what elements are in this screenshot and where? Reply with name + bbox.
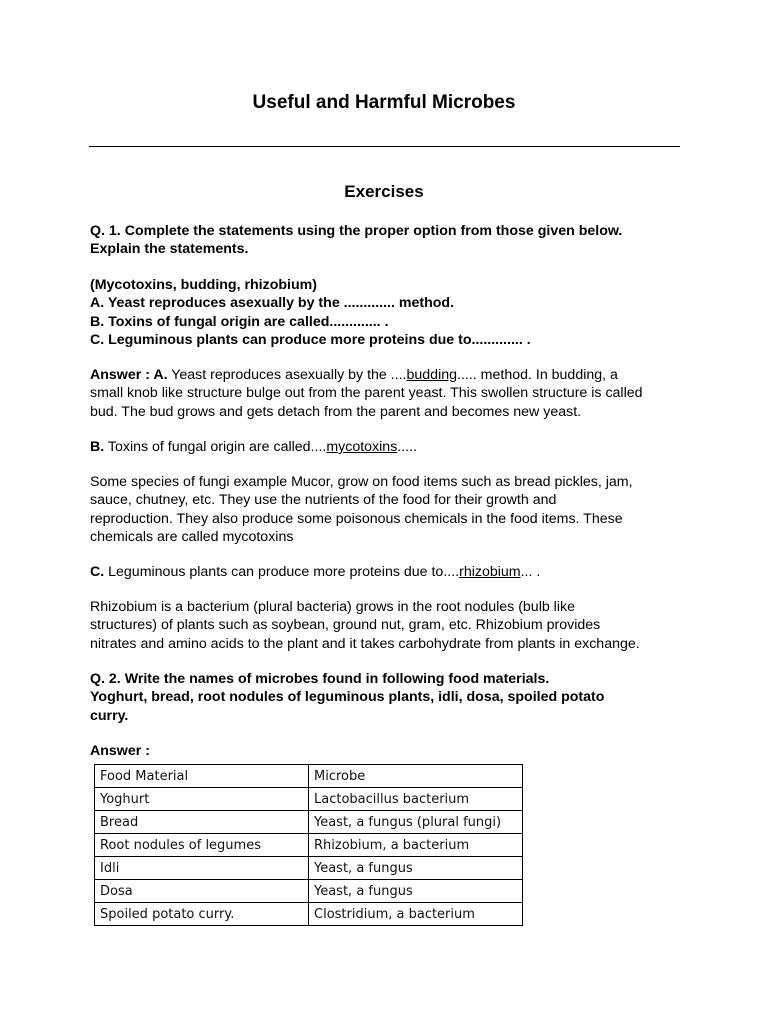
- microbe-table: [94, 764, 523, 926]
- paragraph-line: sauce, chutney, etc. They use the nutrients of the food for their growth and: [90, 492, 557, 509]
- page-title: Useful and Harmful Microbes: [252, 92, 516, 113]
- q1-answer-c: [90, 563, 690, 581]
- table-row: [95, 857, 523, 880]
- table-cell: Food Material: [95, 765, 309, 788]
- answer-b-keyword: mycotoxins: [326, 439, 398, 455]
- paragraph-line: reproduction. They also produce some poisonous chemicals in the food items. These: [90, 510, 623, 527]
- table-header-row: [95, 765, 523, 788]
- mycotoxin-paragraph: [90, 473, 690, 546]
- answer-c-label: C.: [90, 564, 105, 580]
- q1-statement-b: B. Toxins of fungal origin are called............. .: [90, 313, 389, 330]
- table-cell: Yeast, a fungus: [309, 880, 523, 903]
- table-row: [95, 903, 523, 926]
- table-cell: Lactobacillus bacterium: [309, 788, 523, 811]
- answer-a-line: [90, 366, 690, 384]
- answer-c-keyword: rhizobium: [459, 564, 521, 580]
- table-cell: Bread: [95, 811, 309, 834]
- table-cell: Dosa: [95, 880, 309, 903]
- table-cell: Yeast, a fungus (plural fungi): [309, 811, 523, 834]
- answer-b-text: .....: [397, 439, 418, 455]
- q2-answer-label: Answer :: [90, 743, 150, 759]
- q1-statements: [90, 276, 690, 349]
- answer-a-line: bud. The bud grows and gets detach from the parent and becomes new yeast.: [90, 403, 582, 420]
- table-cell: Idli: [95, 857, 309, 880]
- paragraph-line: chemicals are called mycotoxins: [90, 528, 294, 545]
- answer-a-keyword: budding: [406, 367, 458, 383]
- table-cell: Yeast, a fungus: [309, 857, 523, 880]
- q1-prompt-line: Explain the statements.: [90, 241, 249, 258]
- answer-b-text: Toxins of fungal origin are called....: [104, 439, 327, 455]
- rhizobium-paragraph: [90, 598, 690, 653]
- table-cell: Microbe: [309, 765, 523, 788]
- answer-a-line: small knob like structure bulge out from the parent yeast. This swollen structure is called: [90, 385, 643, 402]
- q1-statement-c: C. Leguminous plants can produce more proteins due to............. .: [90, 331, 531, 348]
- q1-answer-b: [90, 438, 690, 456]
- answer-a-text: Yeast reproduces asexually by the ....: [167, 367, 407, 383]
- table-row: [95, 811, 523, 834]
- table-cell: Rhizobium, a bacterium: [309, 834, 523, 857]
- section-heading: Exercises: [344, 182, 424, 201]
- answer-a-label: Answer : A.: [90, 367, 168, 383]
- paragraph-line: Rhizobium is a bacterium (plural bacteria) grows in the root nodules (bulb like: [90, 599, 575, 615]
- table-cell: Spoiled potato curry.: [95, 903, 309, 926]
- answer-c-text: Leguminous plants can produce more proteins due to....: [104, 564, 460, 580]
- table-row: [95, 788, 523, 811]
- table-row: [95, 834, 523, 857]
- q2-prompt-line: curry.: [90, 707, 129, 724]
- table-cell: Yoghurt: [95, 788, 309, 811]
- table-cell: Clostridium, a bacterium: [309, 903, 523, 926]
- answer-c-text: ... .: [520, 564, 541, 580]
- paragraph-line: nitrates and amino acids to the plant and it takes carbohydrate from plants in exchange.: [90, 635, 640, 652]
- paragraph-line: Some species of fungi example Mucor, grow on food items such as bread pickles, jam,: [90, 474, 633, 490]
- paragraph-line: structures) of plants such as soybean, ground nut, gram, etc. Rhizobium provides: [90, 617, 601, 634]
- q1-statement-a: A. Yeast reproduces asexually by the ............. method.: [90, 295, 455, 312]
- q2-prompt: [90, 670, 690, 725]
- q1-prompt: [90, 222, 690, 259]
- q1-answer-a: [90, 366, 690, 421]
- title-divider: [89, 146, 680, 147]
- q1-prompt-line: Q. 1. Complete the statements using the proper option from those given below.: [90, 223, 623, 239]
- q2-prompt-line: Yoghurt, bread, root nodules of leguminous plants, idli, dosa, spoiled potato: [90, 689, 605, 706]
- q2-prompt-line: Q. 2. Write the names of microbes found in following food materials.: [90, 671, 550, 687]
- table-row: [95, 880, 523, 903]
- answer-a-text: ..... method. In budding, a: [457, 367, 618, 383]
- table-cell: Root nodules of legumes: [95, 834, 309, 857]
- answer-b-label: B.: [90, 439, 105, 455]
- q1-options: (Mycotoxins, budding, rhizobium): [90, 277, 317, 293]
